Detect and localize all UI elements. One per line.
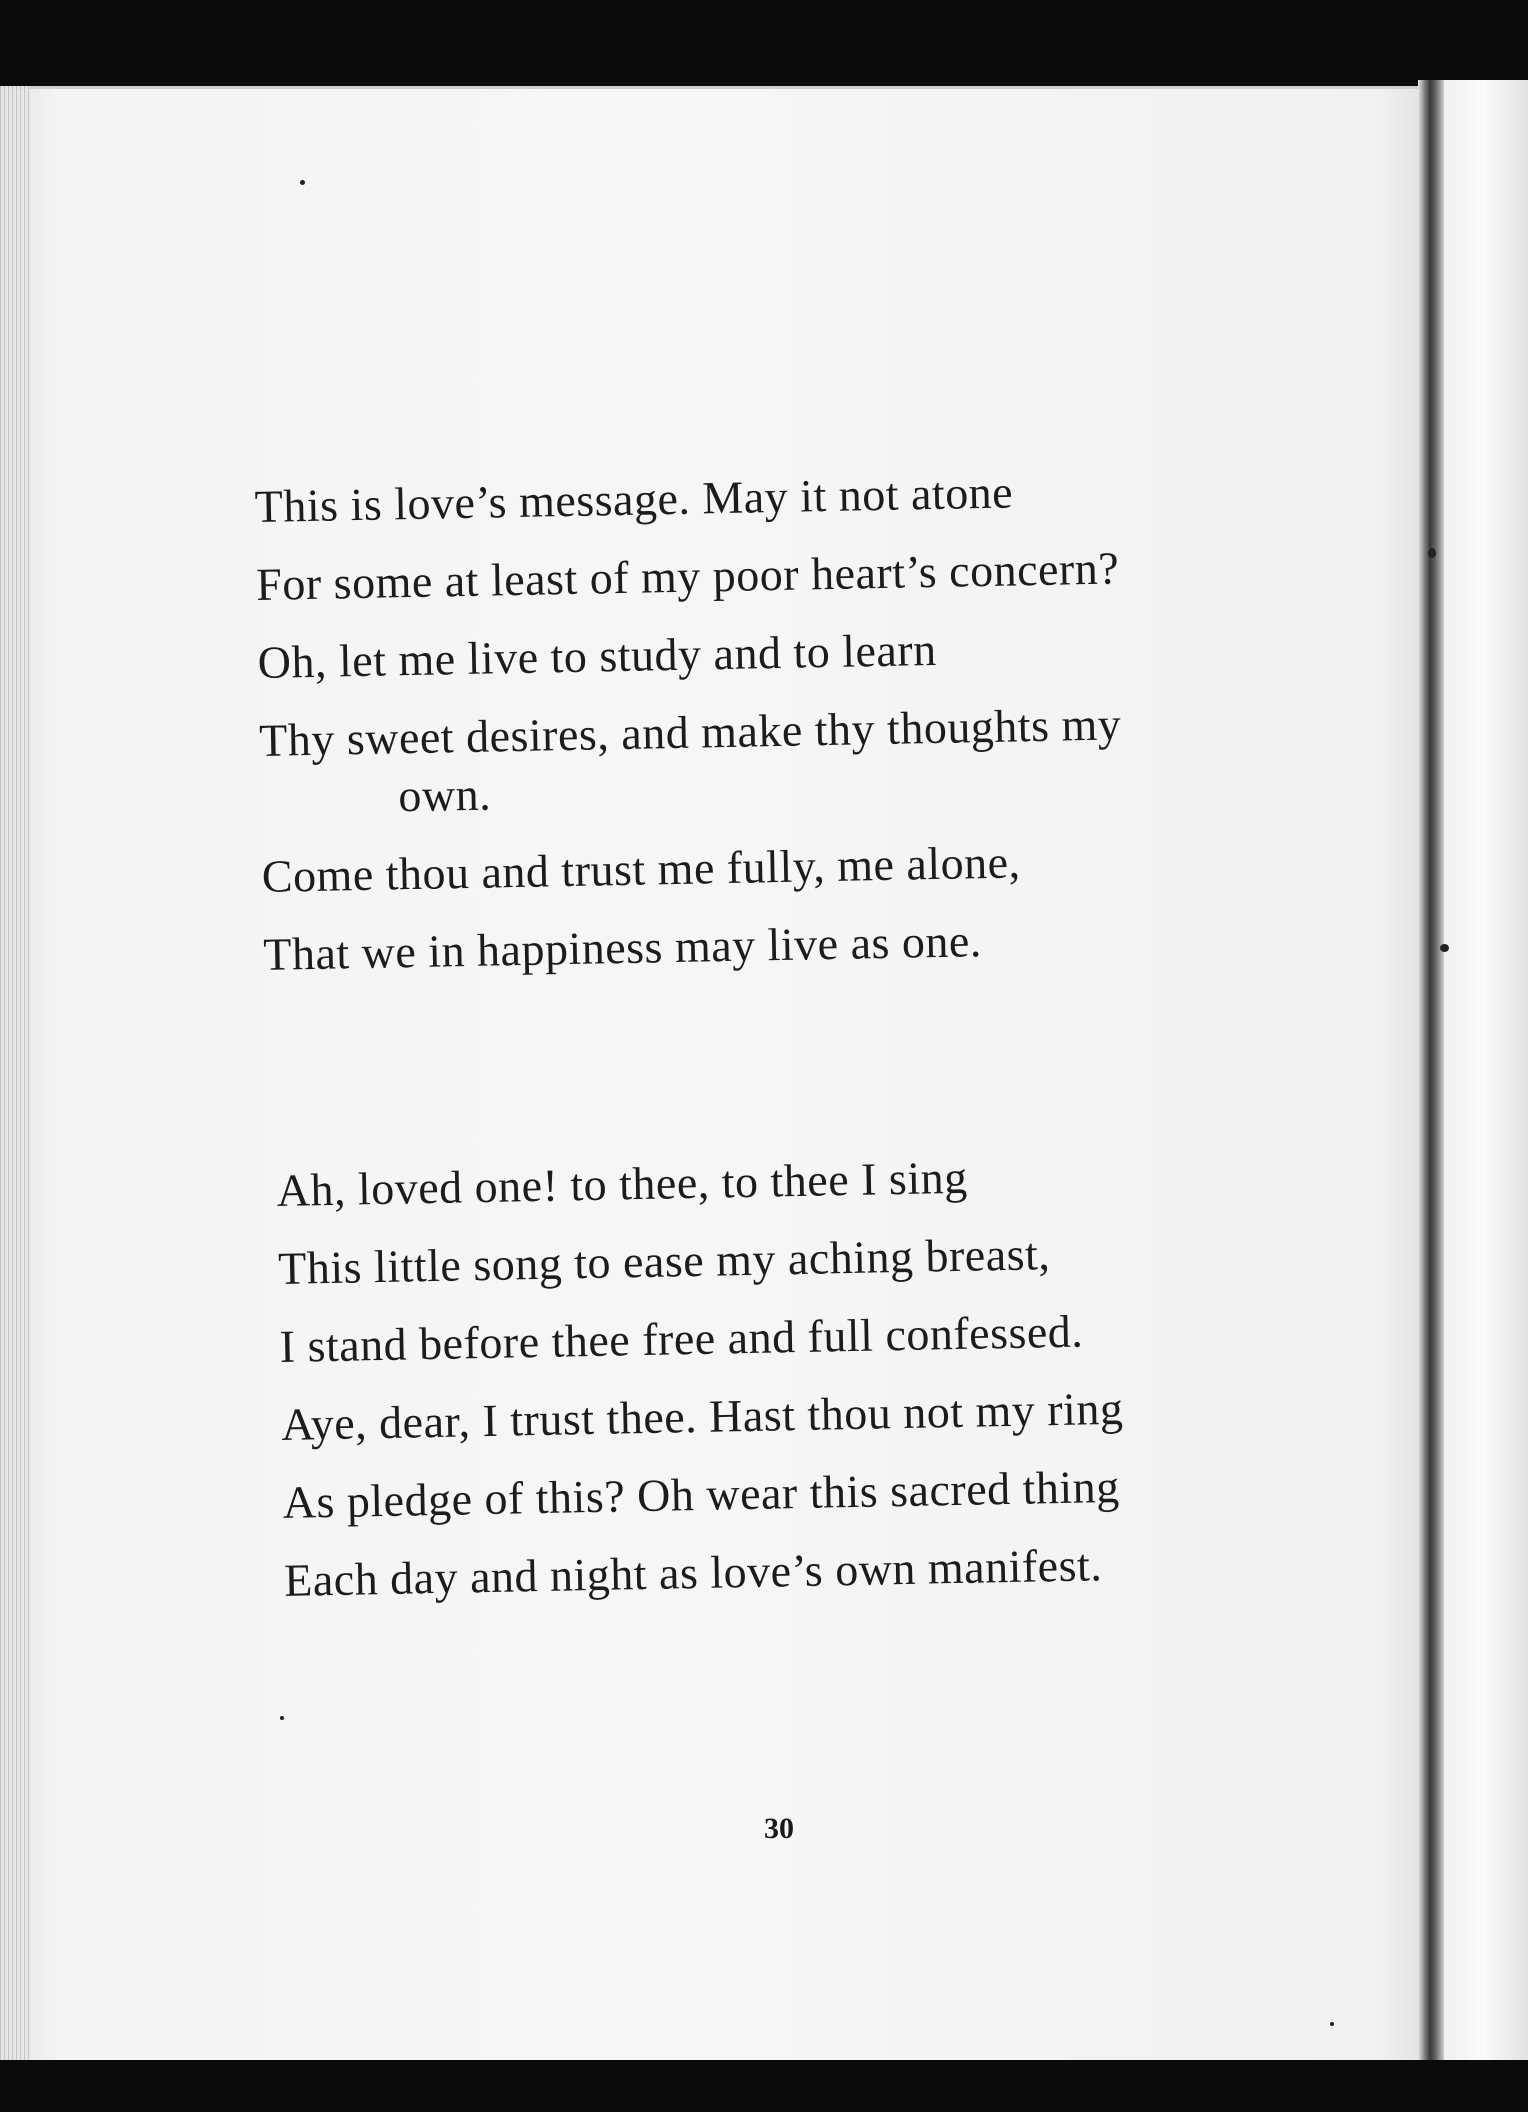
dust-speck bbox=[1330, 2022, 1334, 2026]
poem-line: This is love’s message. May it not atone bbox=[254, 466, 1014, 532]
poem-line: This little song to ease my aching breast, bbox=[277, 1228, 1051, 1294]
poem-line: For some at least of my poor heart’s concern? bbox=[255, 542, 1120, 610]
poem-stanza-1 bbox=[254, 451, 1127, 993]
book-page bbox=[0, 86, 1440, 2079]
scan-bottom-border bbox=[0, 2060, 1528, 2112]
poem-line: As pledge of this? Oh wear this sacred thing bbox=[282, 1460, 1121, 1528]
dust-speck bbox=[300, 180, 305, 185]
poem-line: Thy sweet desires, and make thy thoughts my bbox=[258, 698, 1122, 766]
poem-line: Ah, loved one! to thee, to thee I sing bbox=[276, 1151, 969, 1216]
dust-speck bbox=[1440, 944, 1449, 952]
poem-line: I stand before thee free and full confessed. bbox=[279, 1305, 1084, 1372]
poem-line: Each day and night as love’s own manifest. bbox=[283, 1539, 1103, 1606]
poem-line: Aye, dear, I trust thee. Hast thou not my ring bbox=[280, 1382, 1124, 1450]
page-number: 30 bbox=[764, 1812, 794, 1845]
poem-line: Oh, let me live to study and to learn bbox=[257, 623, 938, 688]
book-gutter bbox=[1418, 80, 1444, 2080]
poem-line-continuation: own. bbox=[397, 768, 492, 822]
facing-page-edge bbox=[1444, 80, 1528, 2080]
poem-line: That we in happiness may live as one. bbox=[262, 915, 983, 980]
dust-speck bbox=[1428, 548, 1436, 558]
poem-line: Come thou and trust me fully, me alone, bbox=[261, 836, 1021, 902]
dust-speck bbox=[280, 1716, 284, 1720]
page-edges bbox=[0, 86, 30, 2076]
poem-stanza-2 bbox=[276, 1136, 1127, 1620]
